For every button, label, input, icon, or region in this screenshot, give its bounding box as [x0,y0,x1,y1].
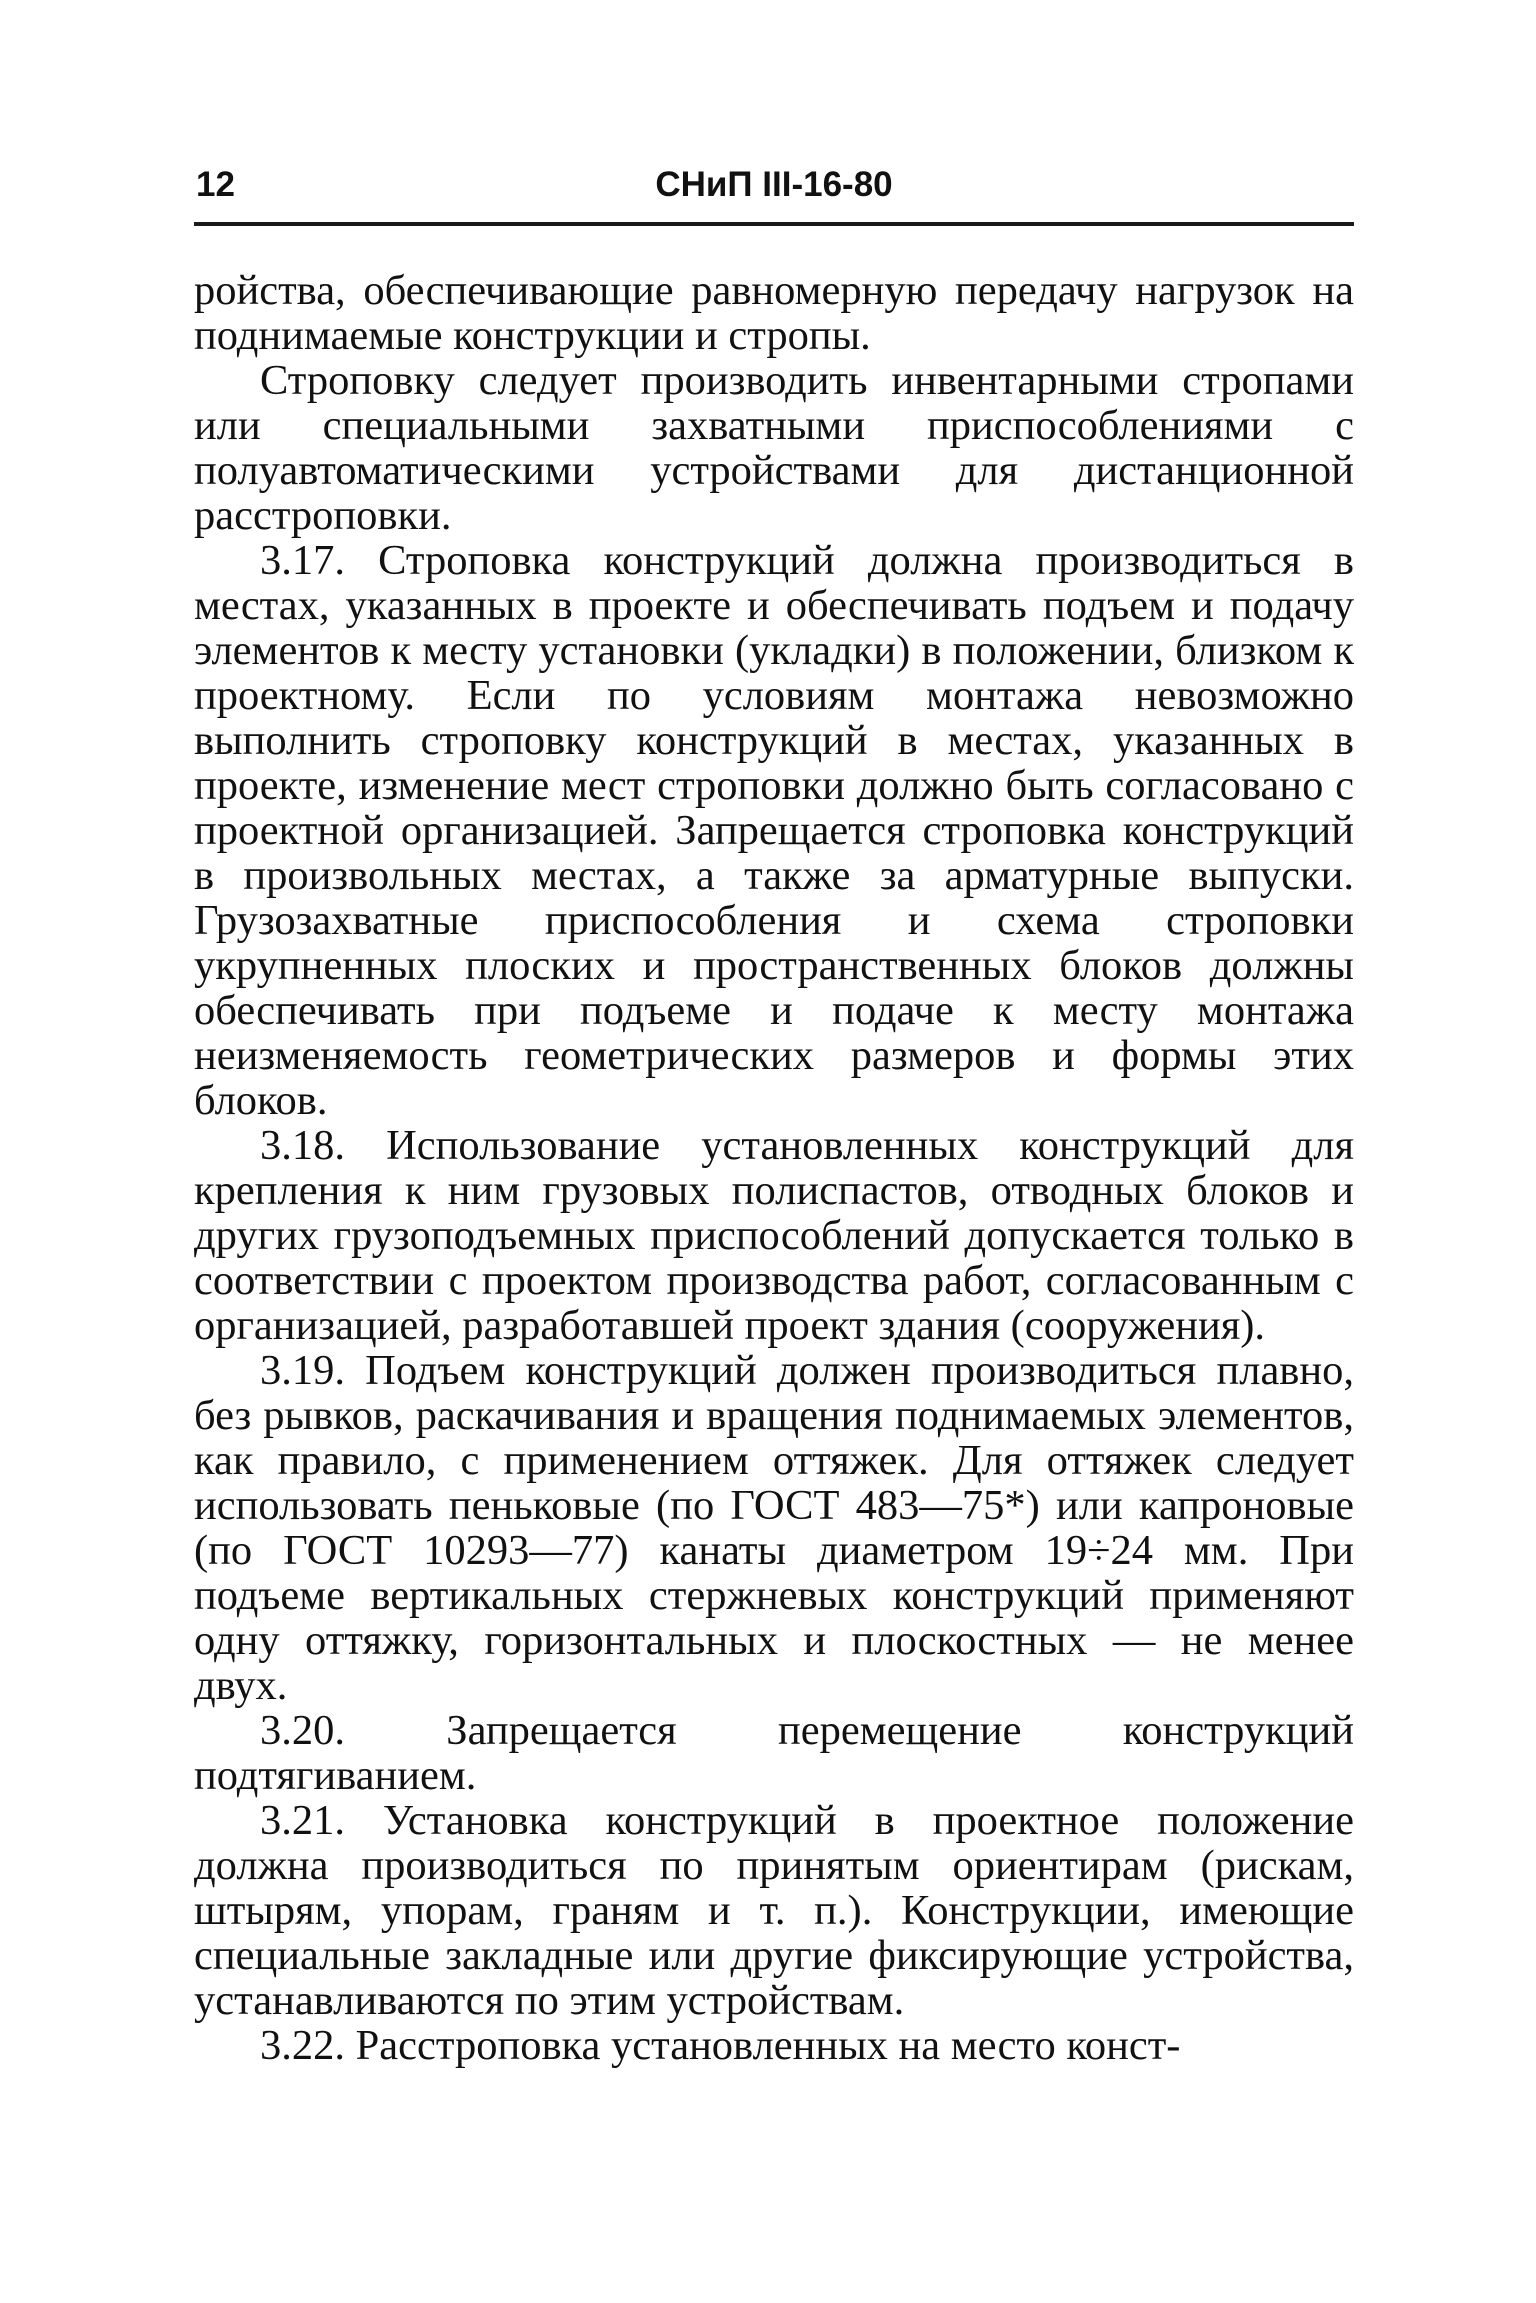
body-text [194,268,1354,2068]
document-code: СНиП III-16-80 [655,165,893,204]
running-header [194,150,1354,220]
paragraph-3-21: 3.21. Установка конструкций в проектное положение должна производиться по принятым ориентирам (рискам, штырям, упорам, граням и т. п.). Конструкции, имеющие специальные закладные или другие фиксирующие устройства, устанавливаются по этим устройствам. [194,1797,1354,2024]
paragraph-continuation: ройства, обеспечивающие равномерную передачу нагрузок на поднимаемые конструкции и стропы. [194,267,1354,359]
paragraph-3-18: 3.18. Использование установленных конструкций для крепления к ним грузовых полиспастов, отводных блоков и других грузоподъемных приспособлений допускается только в соответствии с проектом производства работ, согласованным с организацией, разработавшей проект здания (сооружения). [194,1122,1354,1349]
header-divider [194,222,1354,226]
paragraph-slinging-tools: Строповку следует производить инвентарными стропами или специальными захватными приспособлениями с полуавтоматическими устройствами для дистанционной расстроповки. [194,357,1354,539]
paragraph-3-20: 3.20. Запрещается перемещение конструкций подтягиванием. [194,1707,1354,1799]
paragraph-3-19: 3.19. Подъем конструкций должен производиться плавно, без рывков, раскачивания и вращения поднимаемых элементов, как правило, с применением оттяжек. Для оттяжек следует использовать пеньковые (по ГОСТ 483—75*) или капроновые (по ГОСТ 10293—77) канаты диаметром 19÷24 мм. При подъеме вертикальных стержневых конструкций применяют одну оттяжку, горизонтальных и плоскостных — не менее двух. [194,1347,1354,1709]
paragraph-3-17: 3.17. Строповка конструкций должна производиться в местах, указанных в проекте и обеспечивать подъем и подачу элементов к месту установки (укладки) в положении, близком к проектному. Если по условиям монтажа невозможно выполнить строповку конструкций в местах, указанных в проекте, изменение мест строповки должно быть согласовано с проектной организацией. Запрещается строповка конструкций в произвольных местах, а также за арматурные выпуски. Грузозахватные приспособления и схема строповки укрупненных плоских и пространственных блоков должны обеспечивать при подъеме и подаче к месту монтажа неизменяемость геометрических размеров и формы этих блоков. [194,537,1354,1124]
document-page [194,150,1354,2068]
page-number: 12 [196,165,235,204]
paragraph-3-22: 3.22. Расстроповка установленных на место конст- [260,2022,1181,2069]
